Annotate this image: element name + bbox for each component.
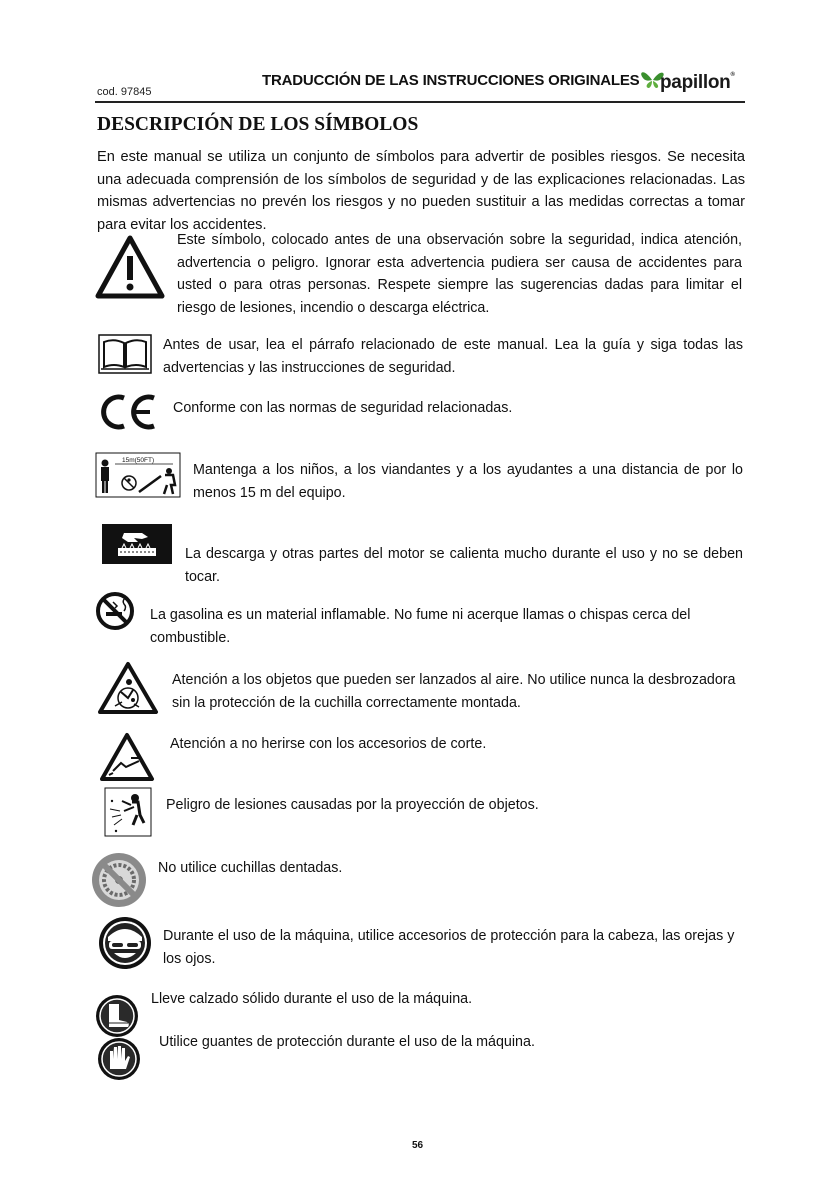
- safety-distance-icon: [95, 452, 181, 498]
- symbol-text-manual: Antes de usar, lea el párrafo relacionado de este manual. Lea la guía y siga todas las advertencias y las instrucciones de seguridad.: [163, 337, 743, 376]
- symbol-text-no-smoking: La gasolina es un material inflamable. No fume ni acerque llamas o chispas cerca del combustible.: [150, 607, 691, 646]
- symbol-text-thrown-objects: Atención a los objetos que pueden ser lanzados al aire. No utilice nunca la desbrozadora sin la protección de la cuchilla correctamente montada.: [172, 672, 736, 711]
- hot-surface-icon: [102, 524, 172, 564]
- warning-triangle-icon: [95, 234, 165, 300]
- symbol-text-gloves: Utilice guantes de protección durante el uso de la máquina.: [159, 1034, 535, 1050]
- head-protection-icon: [97, 915, 153, 971]
- brand-logo: [640, 66, 740, 96]
- no-toothed-blade-icon: [88, 850, 150, 910]
- manual-book-icon: [98, 334, 152, 374]
- symbol-text-general-warning: Este símbolo, colocado antes de una observación sobre la seguridad, indica atención, advertencia o peligro. Ignorar esta advertencia pudiera ser causa de accidentes para usted o para otras personas. Respete siempre las sugerencias dadas para limitar el riesgo de lesiones, incendio o descarga eléctrica.: [177, 232, 742, 316]
- thrown-objects-warning-icon: [97, 660, 159, 716]
- projection-hazard-icon: [104, 787, 152, 837]
- symbol-text-ce: Conforme con las normas de seguridad relacionadas.: [173, 400, 513, 416]
- document-code: cod. 97845: [97, 86, 152, 98]
- ce-mark-icon: [98, 393, 160, 431]
- safety-gloves-icon: [97, 1037, 141, 1081]
- symbol-text-boots: Lleve calzado sólido durante el uso de la máquina.: [151, 991, 473, 1007]
- distance-label: 15m(50FT): [122, 457, 155, 464]
- symbol-text-head-protection: Durante el uso de la máquina, utilice accesorios de protección para la cabeza, las orejas y los ojos.: [163, 928, 735, 967]
- section-title: DESCRIPCIÓN DE LOS SÍMBOLOS: [97, 114, 419, 135]
- symbol-text-no-toothed-blade: No utilice cuchillas dentadas.: [158, 860, 343, 876]
- no-smoking-icon: [95, 591, 135, 631]
- page-number: 56: [412, 1140, 424, 1151]
- header-divider: [95, 101, 745, 103]
- symbol-text-hot-surface: La descarga y otras partes del motor se calienta mucho durante el uso y no se deben tocar.: [185, 546, 743, 585]
- intro-paragraph: En este manual se utiliza un conjunto de símbolos para advertir de posibles riesgos. Se necesita una adecuada comprensión de los símbolos de seguridad y de las explicaciones relacionadas. Las mismas advertencias no prevén los riesgos y no pueden sustituir a las medidas correctas a tomar para evitar los accidentes.: [97, 149, 745, 233]
- brand-name: papillon®: [660, 72, 735, 93]
- symbol-text-cutting: Atención a no herirse con los accesorios de corte.: [170, 736, 487, 752]
- header-title: TRADUCCIÓN DE LAS INSTRUCCIONES ORIGINALES: [262, 72, 640, 89]
- cutting-hazard-icon: [99, 731, 155, 783]
- symbol-text-distance: Mantenga a los niños, a los viandantes y a los ayudantes a una distancia de por lo menos 15 m del equipo.: [193, 462, 743, 501]
- symbol-text-projection: Peligro de lesiones causadas por la proyección de objetos.: [166, 797, 539, 813]
- safety-boots-icon: [95, 994, 139, 1038]
